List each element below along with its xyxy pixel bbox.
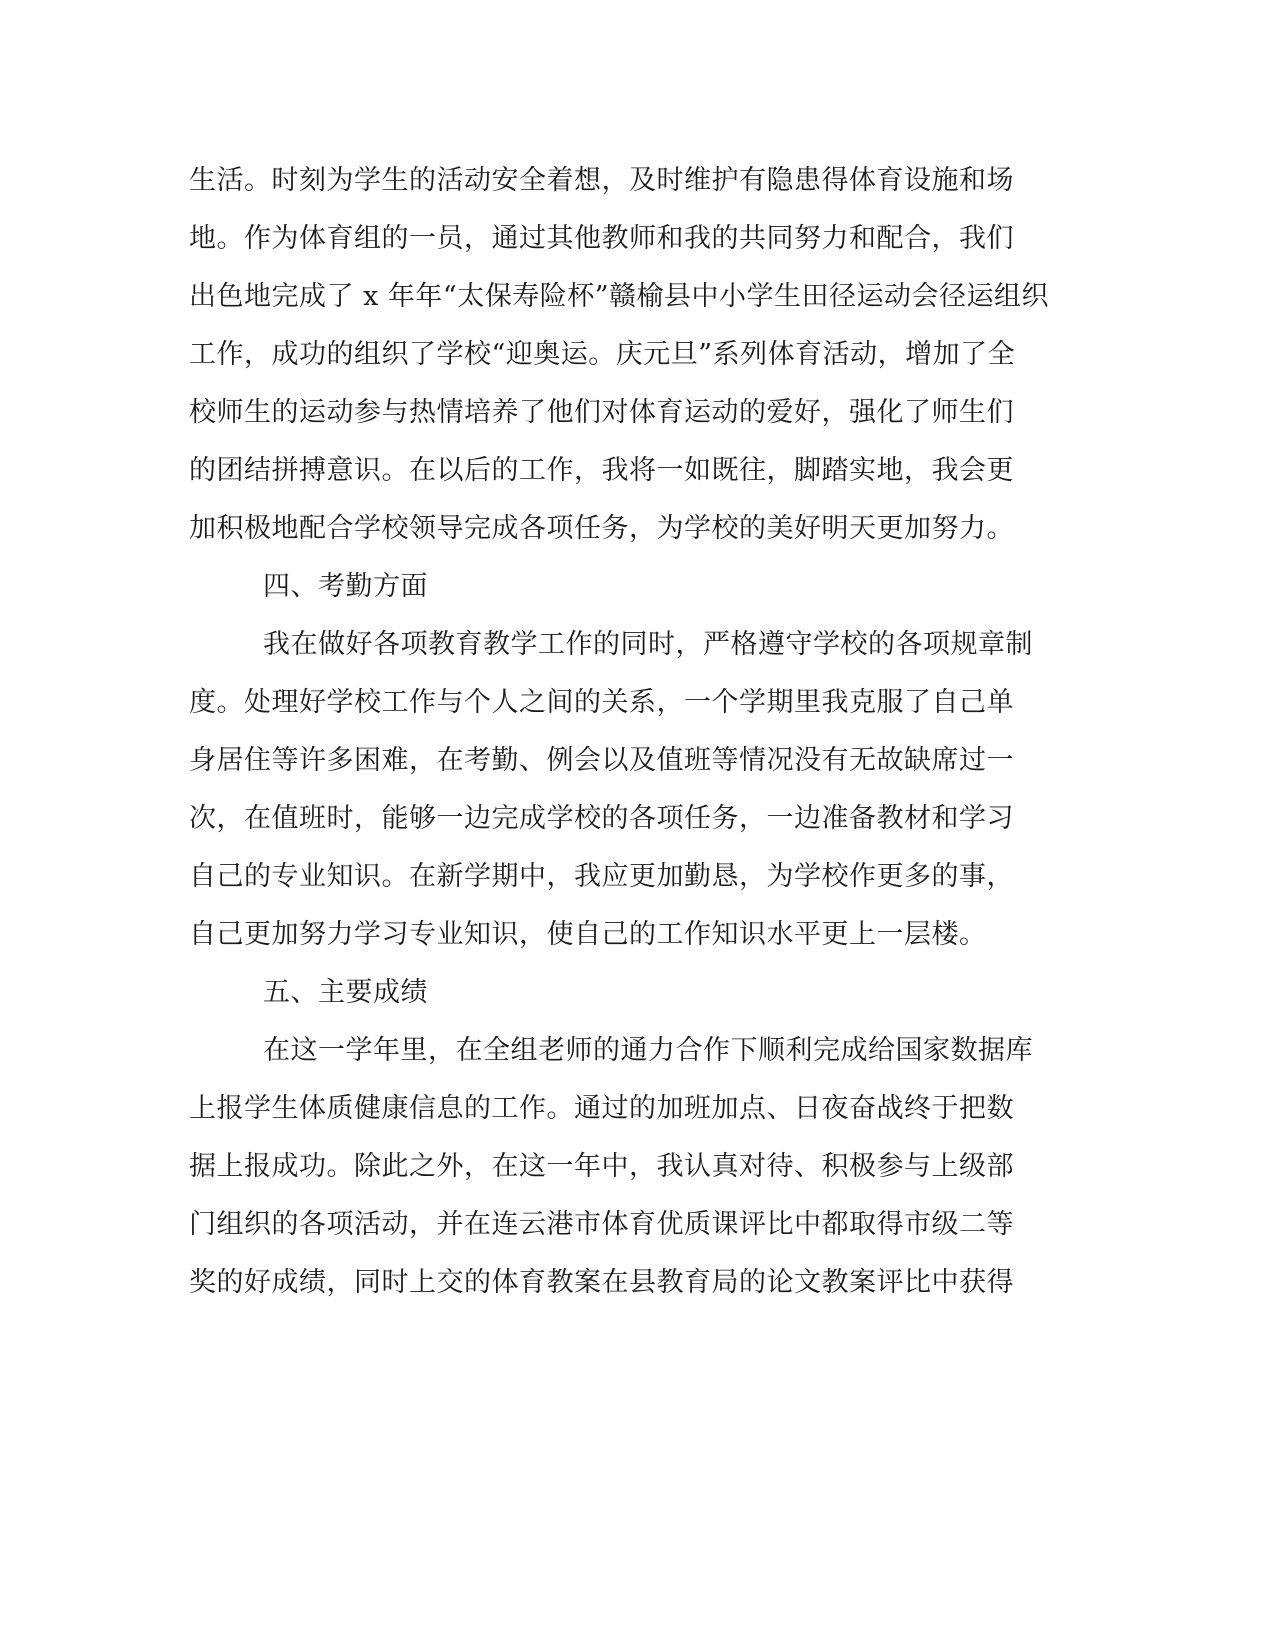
text-line: 次，在值班时，能够一边完成学校的各项任务，一边准备教材和学习 <box>189 803 1014 834</box>
text-line: 在这一学年里，在全组老师的通力合作下顺利完成给国家数据库 <box>263 1035 1033 1066</box>
text-line: 我在做好各项教育教学工作的同时，严格遵守学校的各项规章制 <box>263 629 1033 660</box>
section-heading: 五、主要成绩 <box>263 977 428 1008</box>
text-line: 校师生的运动参与热情培养了他们对体育运动的爱好，强化了师生们 <box>189 397 1014 428</box>
text-line: 自己的专业知识。在新学期中，我应更加勤恳，为学校作更多的事， <box>189 861 1014 892</box>
text-line: 据上报成功。除此之外，在这一年中，我认真对待、积极参与上级部 <box>189 1151 1014 1182</box>
text-line: 度。处理好学校工作与个人之间的关系，一个学期里我克服了自己单 <box>189 687 1014 718</box>
section-heading: 四、考勤方面 <box>263 571 428 602</box>
text-line: 上报学生体质健康信息的工作。通过的加班加点、日夜奋战终于把数 <box>189 1093 1014 1124</box>
text-line: 自己更加努力学习专业知识，使自己的工作知识水平更上一层楼。 <box>189 919 987 950</box>
text-line: 门组织的各项活动，并在连云港市体育优质课评比中都取得市级二等 <box>189 1209 1014 1240</box>
text-line: 出色地完成了 x 年年“太保寿险杯”赣榆县中小学生田径运动会径运组织 <box>189 281 1049 312</box>
text-line: 的团结拼搏意识。在以后的工作，我将一如既往，脚踏实地，我会更 <box>189 455 1014 486</box>
text-line: 工作，成功的组织了学校“迎奥运。庆元旦”系列体育活动，增加了全 <box>189 339 1016 370</box>
text-line: 加积极地配合学校领导完成各项任务，为学校的美好明天更加努力。 <box>189 513 1014 544</box>
text-line: 生活。时刻为学生的活动安全着想，及时维护有隐患得体育设施和场 <box>189 165 1014 196</box>
text-line: 地。作为体育组的一员，通过其他教师和我的共同努力和配合，我们 <box>189 223 1014 254</box>
text-line: 身居住等许多困难，在考勤、例会以及值班等情况没有无故缺席过一 <box>189 745 1014 776</box>
text-line: 奖的好成绩，同时上交的体育教案在县教育局的论文教案评比中获得 <box>189 1267 1014 1298</box>
